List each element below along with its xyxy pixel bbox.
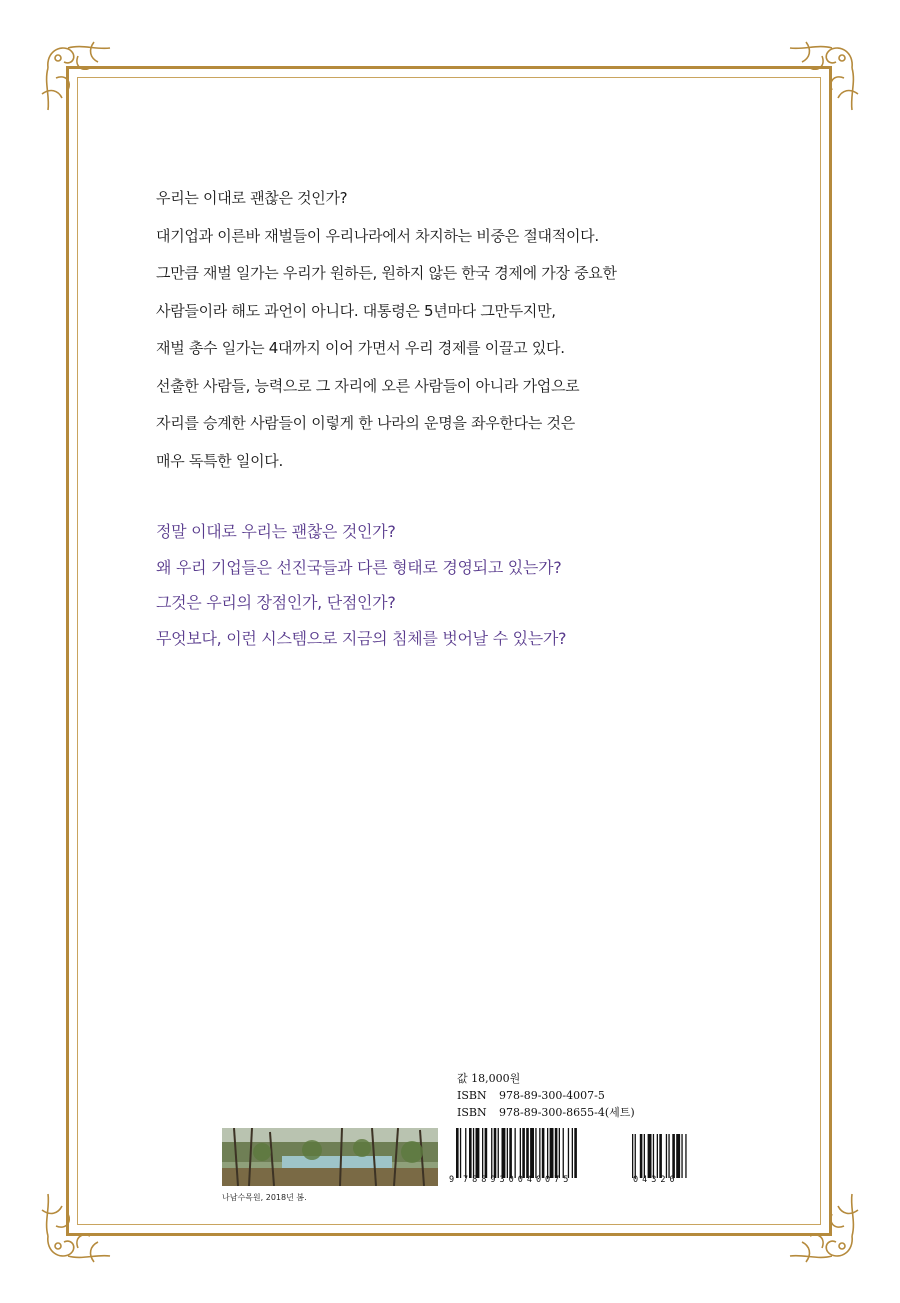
barcode-addon-bar [681,1134,682,1178]
barcode-bar [491,1128,492,1178]
barcode-addon-bar [676,1134,680,1178]
barcode-bar [460,1128,461,1178]
ornament-corner-icon [38,38,128,128]
body-line: 재벌 총수 일가는 4대까지 이어 가면서 우리 경제를 이끌고 있다. [156,339,565,357]
barcode-digits-addon: 04320 [633,1175,679,1185]
barcode-bar [515,1128,516,1178]
question-list [156,514,716,656]
barcode-addon-bar [640,1134,643,1178]
ornament-corner-icon [772,38,862,128]
barcode-bar [507,1128,508,1178]
barcode-bar [555,1128,558,1178]
body-line: 사람들이라 해도 과언이 아니다. 대통령은 5년마다 그만두지만, [156,301,556,320]
isbn-value: 978-89-300-8655-4(세트) [499,1106,635,1119]
barcode-bar [539,1128,540,1178]
barcode-bar [469,1128,472,1178]
barcode-addon-bar [648,1134,652,1178]
barcode-bar [559,1128,560,1178]
barcode-bar [572,1128,573,1178]
isbn-value: 978-89-300-4007-5 [499,1089,605,1102]
barcode-addon-bar [666,1134,667,1178]
barcode-digits-main: 788930040075 [463,1175,573,1185]
barcode-addon-bar [657,1134,658,1178]
barcode-bar [542,1128,545,1178]
barcode-digit-first: 9 [449,1175,455,1185]
barcode-bar [530,1128,534,1178]
barcode-bar [509,1128,512,1178]
barcode-addon-bar [644,1134,645,1178]
barcode-bar [550,1128,554,1178]
body-line: 자리를 승계한 사람들이 이렇게 한 나라의 운명을 좌우한다는 것은 [156,414,575,432]
barcode-bar [494,1128,497,1178]
barcode-bar [568,1128,569,1178]
barcode-addon-bar [659,1134,662,1178]
question-line: 무엇보다, 이런 시스템으로 지금의 침체를 벗어날 수 있는가? [156,628,567,648]
barcode-addon-bar [668,1134,669,1178]
photo-caption: 나남수목원, 2018년 봄. [222,1193,307,1202]
barcode-bar [547,1128,548,1178]
question-line: 정말 이대로 우리는 괜찮은 것인가? [156,522,396,541]
ornament-corner-icon [772,1176,862,1266]
barcode-bar [485,1128,488,1178]
body-line: 선출한 사람들, 능력으로 그 자리에 오른 사람들이 아니라 가업으로 [156,376,580,395]
isbn-row [457,1087,635,1104]
barcode-addon-bar [672,1134,675,1178]
isbn-label: ISBN [457,1106,487,1119]
barcode-bar [520,1128,521,1178]
barcode-bar [456,1128,459,1178]
barcode-bar [482,1128,483,1178]
barcode-addon-bar [635,1134,636,1178]
body-paragraph [156,180,716,480]
price-text: 값 18,000원 [457,1072,521,1085]
barcode-bar [473,1128,474,1178]
body-line: 매우 독특한 일이다. [156,451,283,470]
isbn-barcode [456,1128,688,1178]
body-line: 대기업과 이른바 재벌들이 우리나라에서 차지하는 비중은 절대적이다. [156,226,599,245]
body-line: 우리는 이대로 괜찮은 것인가? [156,189,348,207]
price-isbn-block [457,1070,635,1121]
barcode-bar [476,1128,480,1178]
isbn-row [457,1104,635,1121]
landscape-photo [222,1128,438,1186]
barcode-bar [574,1128,577,1178]
barcode-bar [535,1128,536,1178]
isbn-label: ISBN [457,1089,487,1102]
barcode-bar [498,1128,499,1178]
question-line: 그것은 우리의 장점인가, 단점인가? [156,593,396,612]
question-line: 왜 우리 기업들은 선진국들과 다른 형태로 경영되고 있는가? [156,557,562,577]
barcode-bar [465,1128,466,1178]
barcode-bar [526,1128,529,1178]
barcode-addon-bar [685,1134,686,1178]
barcode-bar [522,1128,525,1178]
body-line: 그만큼 재벌 일가는 우리가 원하든, 원하지 않든 한국 경제에 가장 중요한 [156,264,617,282]
barcode-bar [563,1128,564,1178]
barcode-addon-bar [632,1134,633,1178]
ornament-corner-icon [38,1176,128,1266]
barcode-bar [502,1128,506,1178]
barcode-addon-bar [653,1134,654,1178]
